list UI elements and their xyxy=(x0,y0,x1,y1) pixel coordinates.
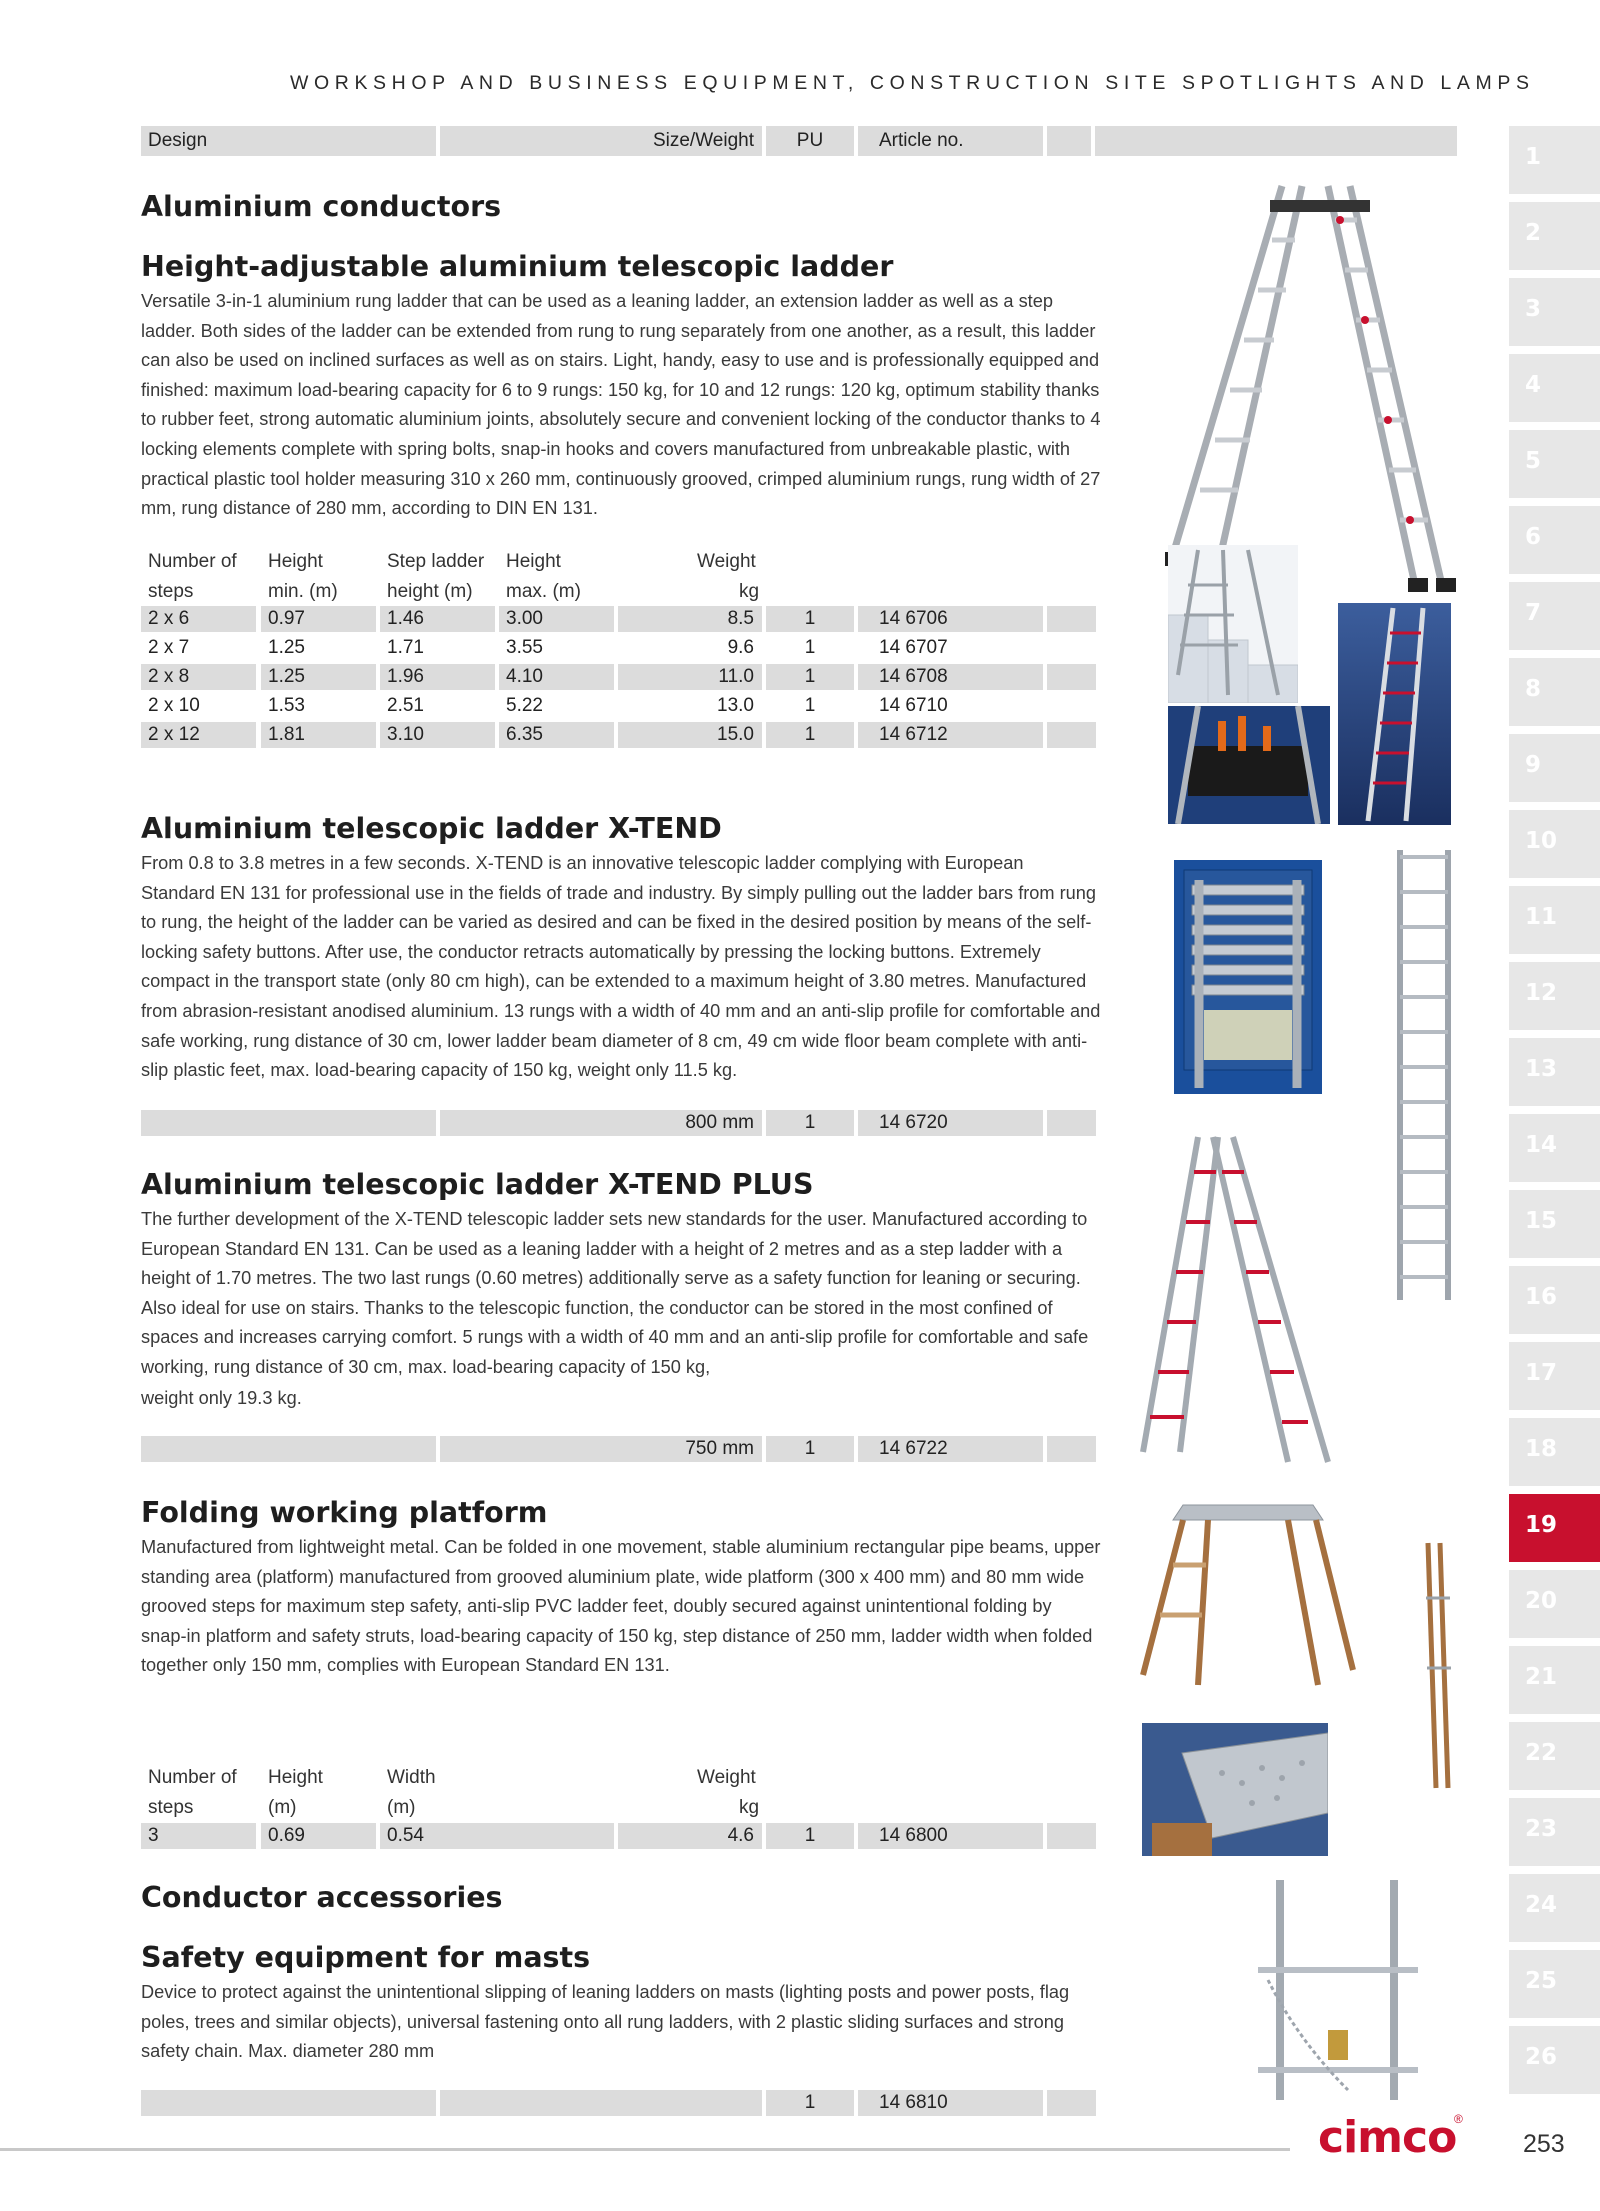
tab-23[interactable]: 23 xyxy=(1509,1798,1600,1866)
cell-blank xyxy=(1047,1110,1096,1136)
heading-x-tend-plus: Aluminium telescopic ladder X-TEND PLUS xyxy=(141,1168,814,1201)
x-tend-extended-image xyxy=(1388,845,1460,1305)
cell-height-min: 1.25 xyxy=(261,664,376,690)
heading-aluminium-conductors: Aluminium conductors xyxy=(141,190,502,223)
table-row xyxy=(141,722,1096,748)
tab-17[interactable]: 17 xyxy=(1509,1342,1600,1410)
table-row xyxy=(141,606,1096,632)
folding-platform-image xyxy=(1138,1495,1358,1690)
cell-height-min: 1.25 xyxy=(261,635,376,661)
cell-weight: 13.0 xyxy=(618,693,762,719)
cell-article: 14 6710 xyxy=(858,693,1043,719)
cell-article: 14 6722 xyxy=(858,1436,1043,1462)
cell-pu: 1 xyxy=(766,606,854,632)
col-pu: PU xyxy=(766,126,854,156)
description-x-tend-plus-end: weight only 19.3 kg. xyxy=(141,1388,302,1408)
th-weight-2: kg xyxy=(739,581,760,602)
tab-18[interactable]: 18 xyxy=(1509,1418,1600,1486)
th-hmax-2: max. (m) xyxy=(506,581,581,602)
page-number: 253 xyxy=(1523,2130,1565,2158)
cell-steps: 2 x 8 xyxy=(141,664,256,690)
heading-x-tend: Aluminium telescopic ladder X-TEND xyxy=(141,812,722,845)
cell-height-max: 3.00 xyxy=(499,606,614,632)
cell-article: 14 6712 xyxy=(858,722,1043,748)
description-x-tend-plus: The further development of the X-TEND telescopic ladder sets new standards for the user. Manufactured according to European Standard EN 131. Can be used as a leaning ladder with a height of 2 metres and as a step ladder with a height of 1.70 metres. The two last rungs (0.60 metres) additionally serve as a safety function for leaning or securing. Also ideal for use on stairs. Thanks to the telescopic function, the conductor can be stored in the most confined of spaces and increases carrying comfort. 5 rungs with a width of 40 mm and an anti-slip profile for comfortable and safe working, rung distance of 30 cm, max. load-bearing capacity of 150 kg, xyxy=(141,1209,1089,1377)
table-row xyxy=(141,1436,1096,1462)
th-steps-2: steps xyxy=(148,1797,194,1818)
cell-article: 14 6800 xyxy=(858,1823,1043,1849)
col-design: Design xyxy=(141,126,436,156)
cell-design xyxy=(141,1436,436,1462)
col-blank xyxy=(1047,126,1091,156)
telescopic-ladder-image xyxy=(1160,180,1480,600)
cell-weight: 15.0 xyxy=(618,722,762,748)
cell-size: 750 mm xyxy=(440,1436,762,1462)
table-row xyxy=(141,664,1096,690)
cell-blank xyxy=(1047,664,1096,690)
tab-9[interactable]: 9 xyxy=(1509,734,1600,802)
cell-step-height: 1.71 xyxy=(380,635,495,661)
cell-height-min: 1.53 xyxy=(261,693,376,719)
cell-pu: 1 xyxy=(766,635,854,661)
tab-12[interactable]: 12 xyxy=(1509,962,1600,1030)
registered-mark: ® xyxy=(1454,2112,1463,2126)
cell-blank xyxy=(1047,2090,1096,2116)
heading-telescopic-ladder: Height-adjustable aluminium telescopic ladder xyxy=(141,250,894,283)
cell-step-height: 2.51 xyxy=(380,693,495,719)
th-step-2: height (m) xyxy=(387,581,473,602)
x-tend-collapsed-image xyxy=(1174,860,1322,1094)
heading-folding-platform: Folding working platform xyxy=(141,1496,548,1529)
th-steps-1: Number of xyxy=(148,551,237,572)
tab-11[interactable]: 11 xyxy=(1509,886,1600,954)
tab-22[interactable]: 22 xyxy=(1509,1722,1600,1790)
cell-size xyxy=(440,2090,762,2116)
cell-pu: 1 xyxy=(766,1110,854,1136)
cell-pu: 1 xyxy=(766,2090,854,2116)
cell-steps: 2 x 12 xyxy=(141,722,256,748)
th-hmin-2: min. (m) xyxy=(268,581,338,602)
tab-5[interactable]: 5 xyxy=(1509,430,1600,498)
cell-weight: 9.6 xyxy=(618,635,762,661)
th-hmin-1: Height xyxy=(268,551,323,572)
cell-steps: 3 xyxy=(141,1823,256,1849)
x-tend-plus-image xyxy=(1138,1132,1338,1472)
brand-logo: cimco xyxy=(1318,2112,1457,2163)
tool-holder-image xyxy=(1168,706,1330,824)
cell-width: 0.54 xyxy=(380,1823,614,1849)
cell-height-max: 6.35 xyxy=(499,722,614,748)
cell-weight: 11.0 xyxy=(618,664,762,690)
cell-article: 14 6707 xyxy=(858,635,1043,661)
cell-height-max: 3.55 xyxy=(499,635,614,661)
tab-15[interactable]: 15 xyxy=(1509,1190,1600,1258)
cell-article: 14 6706 xyxy=(858,606,1043,632)
cell-steps: 2 x 10 xyxy=(141,693,256,719)
cell-article: 14 6810 xyxy=(858,2090,1043,2116)
th-steps-2: steps xyxy=(148,581,194,602)
tab-2[interactable]: 2 xyxy=(1509,202,1600,270)
th-width-1: Width xyxy=(387,1767,436,1788)
footer-rule xyxy=(0,2148,1290,2151)
cell-design xyxy=(141,1110,436,1136)
tab-16[interactable]: 16 xyxy=(1509,1266,1600,1334)
tab-3[interactable]: 3 xyxy=(1509,278,1600,346)
tab-14[interactable]: 14 xyxy=(1509,1114,1600,1182)
cell-step-height: 1.46 xyxy=(380,606,495,632)
leaning-ladder-image xyxy=(1338,603,1451,825)
th-weight-1: Weight xyxy=(697,551,756,572)
th-width-2: (m) xyxy=(387,1797,416,1818)
cell-article: 14 6708 xyxy=(858,664,1043,690)
tab-10[interactable]: 10 xyxy=(1509,810,1600,878)
th-weight-1: Weight xyxy=(697,1767,756,1788)
tab-8[interactable]: 8 xyxy=(1509,658,1600,726)
tab-26[interactable]: 26 xyxy=(1509,2026,1600,2094)
ladder-on-stairs-image xyxy=(1168,545,1298,703)
tab-25[interactable]: 25 xyxy=(1509,1950,1600,2018)
cell-size: 800 mm xyxy=(440,1110,762,1136)
cell-weight: 4.6 xyxy=(618,1823,762,1849)
tab-13[interactable]: 13 xyxy=(1509,1038,1600,1106)
cell-height-min: 0.97 xyxy=(261,606,376,632)
cell-pu: 1 xyxy=(766,1823,854,1849)
cell-pu: 1 xyxy=(766,664,854,690)
folded-platform-image xyxy=(1418,1538,1456,1793)
description-telescopic-ladder: Versatile 3-in-1 aluminium rung ladder that can be used as a leaning ladder, an extension ladder as well as a step ladder. Both sides of the ladder can be extended from rung to rung separately from one another, as a result, this ladder can also be used on inclined surfaces as well as on stairs. Light, handy, easy to use and is professionally equipped and finished: maximum load-bearing capacity for 6 to 9 rungs: 150 kg, for 10 and 12 rungs: 120 kg, optimum stability thanks to rubber feet, strong automatic aluminium joints, absolutely secure and convenient locking of the conductor thanks to 4 locking elements complete with spring bolts, snap-in hooks and covers manufactured from unbreakable plastic, with practical plastic tool holder measuring 310 x 260 mm, continuously grooved, crimped aluminium rungs, rung width of 27 mm, rung distance of 280 mm, according to DIN EN 131. xyxy=(141,291,1101,519)
table-row xyxy=(141,1110,1096,1136)
heading-safety-equipment: Safety equipment for masts xyxy=(141,1941,591,1974)
th-hmax-1: Height xyxy=(506,551,561,572)
description-folding-platform: Manufactured from lightweight metal. Can be folded in one movement, stable aluminium rectangular pipe beams, upper standing area (platform) manufactured from grooved aluminium plate, wide platform (300 x 400 mm) and 80 mm wide grooved steps for maximum step safety, anti-slip PVC ladder feet, doubly secured against unintentional folding by snap-in platform and safety struts, load-bearing capacity of 150 kg, step distance of 250 mm, ladder width when folded together only 150 mm, complies with European Standard EN 131. xyxy=(141,1537,1101,1676)
cell-pu: 1 xyxy=(766,693,854,719)
mast-safety-device-image xyxy=(1258,1880,1418,2106)
cell-steps: 2 x 7 xyxy=(141,635,256,661)
cell-steps: 2 x 6 xyxy=(141,606,256,632)
description-x-tend: From 0.8 to 3.8 metres in a few seconds. X-TEND is an innovative telescopic ladder complying with European Standard EN 131 for professional use in the fields of trade and industry. By simply pulling out the ladder bars from rung to rung, the height of the ladder can be varied as desired and can be fixed in the desired position by means of the self-locking safety buttons. After use, the conductor retracts automatically by pressing the locking buttons. Extremely compact in the transport state (only 80 cm high), can be extended to a maximum height of 3.80 metres. Manufactured from abrasion-resistant anodised aluminium. 13 rungs with a width of 40 mm and an anti-slip profile for comfortable and safe working, rung distance of 30 cm, lower ladder beam diameter of 8 cm, 49 cm wide floor beam complete with anti-slip plastic feet, max. load-bearing capacity of 150 kg, weight only 11.5 kg. xyxy=(141,853,1101,1081)
cell-pu: 1 xyxy=(766,1436,854,1462)
tab-21[interactable]: 21 xyxy=(1509,1646,1600,1714)
th-height-1: Height xyxy=(268,1767,323,1788)
cell-blank xyxy=(1047,1436,1096,1462)
tab-7[interactable]: 7 xyxy=(1509,582,1600,650)
cell-article: 14 6720 xyxy=(858,1110,1043,1136)
table-row xyxy=(141,693,1096,719)
th-height-2: (m) xyxy=(268,1797,297,1818)
cell-blank xyxy=(1047,606,1096,632)
description-safety-equipment: Device to protect against the unintentional slipping of leaning ladders on masts (lighting posts and power posts, flag poles, trees and similar objects), universal fastening onto all rung ladders, with 2 plastic sliding surfaces and strong safety chain. Max. diameter 280 mm xyxy=(141,1982,1070,2062)
cell-height-min: 1.81 xyxy=(261,722,376,748)
th-steps-1: Number of xyxy=(148,1767,237,1788)
tab-6[interactable]: 6 xyxy=(1509,506,1600,574)
cell-step-height: 1.96 xyxy=(380,664,495,690)
cell-step-height: 3.10 xyxy=(380,722,495,748)
cell-blank xyxy=(1047,722,1096,748)
page-header-title: WORKSHOP AND BUSINESS EQUIPMENT, CONSTRUCTION SITE SPOTLIGHTS AND LAMPS xyxy=(290,72,1535,94)
tab-20[interactable]: 20 xyxy=(1509,1570,1600,1638)
table-row xyxy=(141,1823,1096,1849)
cell-blank xyxy=(1047,1823,1096,1849)
tab-19[interactable]: 19 xyxy=(1509,1494,1600,1562)
table-row xyxy=(141,2090,1096,2116)
tab-4[interactable]: 4 xyxy=(1509,354,1600,422)
heading-conductor-accessories: Conductor accessories xyxy=(141,1881,503,1914)
table-row xyxy=(141,635,1096,661)
cell-height-max: 4.10 xyxy=(499,664,614,690)
cell-height-max: 5.22 xyxy=(499,693,614,719)
th-step-1: Step ladder xyxy=(387,551,485,572)
col-article: Article no. xyxy=(858,126,1043,156)
tab-1[interactable]: 1 xyxy=(1509,126,1600,194)
cell-weight: 8.5 xyxy=(618,606,762,632)
platform-detail-image xyxy=(1142,1723,1328,1856)
th-weight-2: kg xyxy=(739,1797,760,1818)
tab-24[interactable]: 24 xyxy=(1509,1874,1600,1942)
column-header-bar xyxy=(141,126,1457,156)
cell-height: 0.69 xyxy=(261,1823,376,1849)
col-blank-wide xyxy=(1095,126,1457,156)
cell-pu: 1 xyxy=(766,722,854,748)
col-size-weight: Size/Weight xyxy=(440,126,762,156)
cell-design xyxy=(141,2090,436,2116)
